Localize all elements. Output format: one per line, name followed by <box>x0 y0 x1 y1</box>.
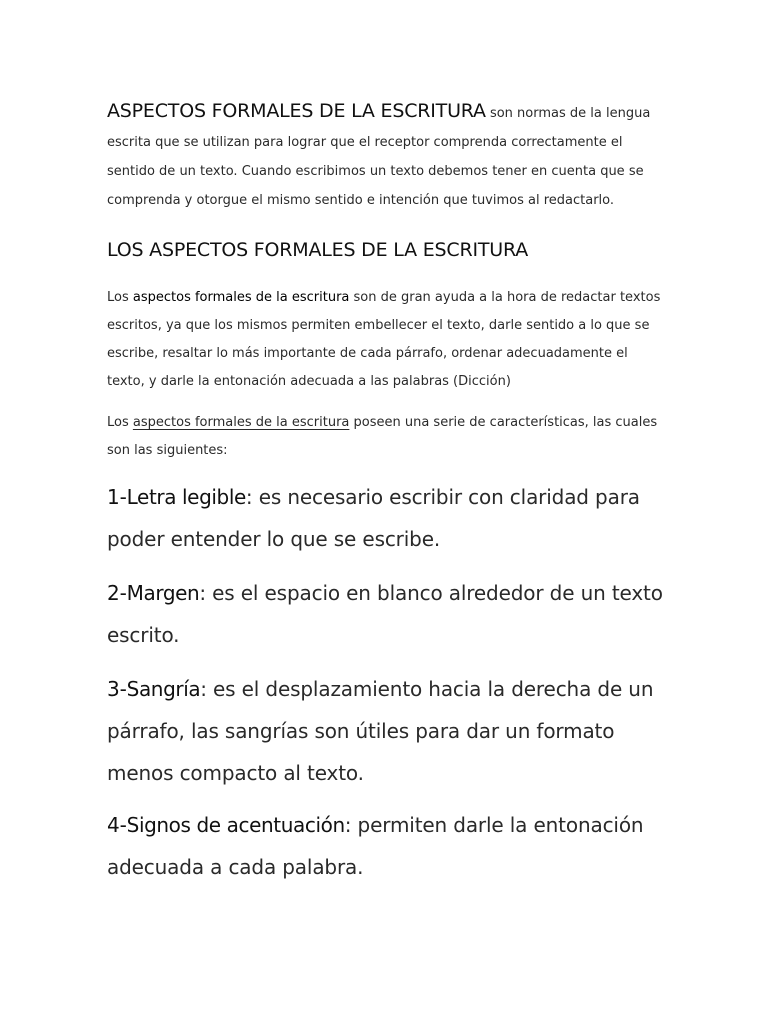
list-item-number: 2- <box>107 581 127 605</box>
list-item <box>107 572 667 656</box>
list-item-term: Sangría <box>126 677 201 701</box>
section-heading: LOS ASPECTOS FORMALES DE LA ESCRITURA <box>107 239 528 261</box>
list-item <box>107 668 667 794</box>
intro-text: son normas de la lengua escrita que se utilizan para lograr que el receptor comprenda correctamente el sentido de un texto. Cuando escribimos un texto debemos tener en cuenta que se comprenda y otorgue el mismo sentido e intención que tuvimos al redactarlo. <box>107 106 651 208</box>
list-item-description: : permiten darle la entonación adecuada a cada palabra. <box>107 813 644 879</box>
paragraph-1-phrase: aspectos formales de la escritura <box>132 290 350 305</box>
list-item <box>107 804 667 888</box>
paragraph-2-link[interactable]: aspectos formales de la escritura <box>132 415 350 430</box>
list-item-description: : es necesario escribir con claridad para poder entender lo que se escribe. <box>107 485 640 551</box>
paragraph-2 <box>107 409 667 465</box>
list-item-number: 4- <box>107 813 127 837</box>
list-item-number: 1- <box>107 485 127 509</box>
list-item <box>107 476 667 560</box>
list-item-term: Letra legible <box>126 485 246 509</box>
list-item-term: Margen <box>126 581 200 605</box>
list-item-description: : es el desplazamiento hacia la derecha de un párrafo, las sangrías son útiles para dar un formato menos compacto al texto. <box>107 677 654 785</box>
paragraph-1-end: son de gran ayuda a la hora de redactar textos escritos, ya que los mismos permiten embellecer el texto, darle sentido a lo que se escribe, resaltar lo más importante de cada párrafo, ordenar adecuadamente el texto, y darle la entonación adecuada a las palabras (Dicción) <box>107 290 661 389</box>
paragraph-1-start: Los <box>107 290 133 305</box>
list-item-description: : es el espacio en blanco alrededor de un texto escrito. <box>107 581 663 647</box>
list-item-number: 3- <box>107 677 127 701</box>
list-item-term: Signos de acentuación <box>126 813 345 837</box>
intro-title: ASPECTOS FORMALES DE LA ESCRITURA <box>107 100 486 122</box>
paragraph-1 <box>107 284 667 396</box>
paragraph-2-start: Los <box>107 415 133 430</box>
intro-paragraph <box>107 97 667 215</box>
paragraph-2-end: poseen una serie de características, las cuales son las siguientes: <box>107 415 658 458</box>
